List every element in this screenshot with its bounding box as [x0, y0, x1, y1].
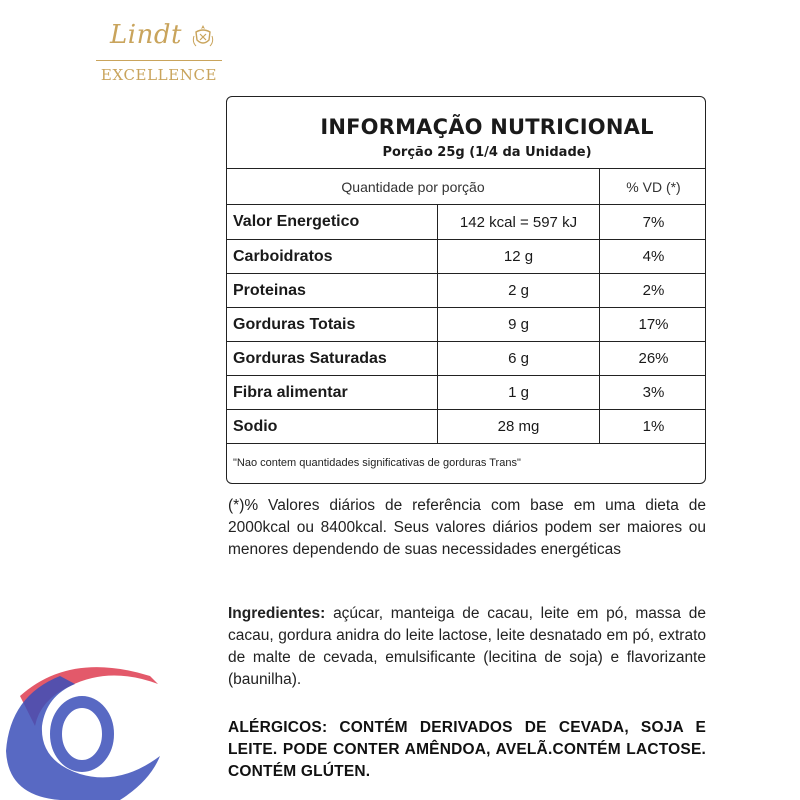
- table-row: [227, 376, 705, 410]
- table-row: [227, 274, 705, 308]
- ingredients-paragraph: [228, 603, 706, 691]
- trans-fat-note: "Nao contem quantidades significativas de gorduras Trans": [233, 457, 521, 469]
- table-row: [227, 240, 705, 274]
- ingredients-text: açúcar, manteiga de cacau, leite em pó, massa de cacau, gordura anidra do leite lactose, leite desnatado em pó, extrato de malte de cevada, emulsificante (lecitina de soja) e flavorizante (baunilha).: [228, 605, 706, 688]
- nutrient-vd: 17%: [599, 308, 706, 341]
- ingredients-label: Ingredientes:: [228, 605, 326, 622]
- header-vd: % VD (*): [599, 169, 706, 204]
- nutrient-quantity: 1 g: [437, 376, 599, 409]
- table-row: [227, 342, 705, 376]
- nutrient-name: Gorduras Totais: [233, 315, 356, 333]
- column-header-row: [227, 169, 705, 205]
- table-row: [227, 410, 705, 444]
- allergens-warning: ALÉRGICOS: CONTÉM DERIVADOS DE CEVADA, SOJA E LEITE. PODE CONTER AMÊNDOA, AVELÃ.CONTÉM LACTOSE. CONTÉM GLÚTEN.: [228, 719, 706, 780]
- header-quantity: Quantidade por porção: [341, 178, 485, 195]
- nutrient-name: Gorduras Saturadas: [233, 349, 387, 367]
- table-row: [227, 205, 705, 240]
- nutrition-header: [227, 97, 705, 169]
- table-row: [227, 308, 705, 342]
- nutrient-quantity: 9 g: [437, 308, 599, 341]
- logo-subtitle: EXCELLENCE: [100, 66, 218, 84]
- nutrient-name: Carboidratos: [233, 247, 333, 265]
- nutrient-quantity: 142 kcal = 597 kJ: [437, 205, 599, 239]
- logo-script-text: Lindt: [110, 20, 182, 50]
- lindt-excellence-logo: [92, 20, 232, 90]
- nutrition-title: INFORMAÇÃO NUTRICIONAL: [320, 115, 654, 139]
- nutrient-quantity: 6 g: [437, 342, 599, 375]
- nutrient-name: Fibra alimentar: [233, 383, 348, 401]
- nutrition-table: [226, 96, 706, 484]
- nutrient-name: Proteinas: [233, 281, 306, 299]
- logo-divider: [96, 60, 222, 61]
- nutrient-vd: 3%: [599, 376, 706, 409]
- daily-value-note: (*)% Valores diários de referência com base em uma dieta de 2000kcal ou 8400kcal. Seus valores diários podem ser maiores ou menores dependendo de suas necessidades energéticas: [228, 497, 706, 558]
- nutrient-vd: 4%: [599, 240, 706, 273]
- crest-icon: [192, 24, 214, 50]
- nutrient-vd: 2%: [599, 274, 706, 307]
- nutrient-name: Sodio: [233, 417, 278, 435]
- nutrient-quantity: 2 g: [437, 274, 599, 307]
- nutrient-quantity: 12 g: [437, 240, 599, 273]
- nutrient-name: Valor Energetico: [233, 213, 360, 230]
- nutrition-portion: Porção 25g (1/4 da Unidade): [382, 145, 592, 160]
- nutrient-vd: 7%: [599, 205, 706, 239]
- nutrient-vd: 26%: [599, 342, 706, 375]
- nutrient-quantity: 28 mg: [437, 410, 599, 443]
- nutrient-vd: 1%: [599, 410, 706, 443]
- brand-mark-icon: [0, 656, 165, 800]
